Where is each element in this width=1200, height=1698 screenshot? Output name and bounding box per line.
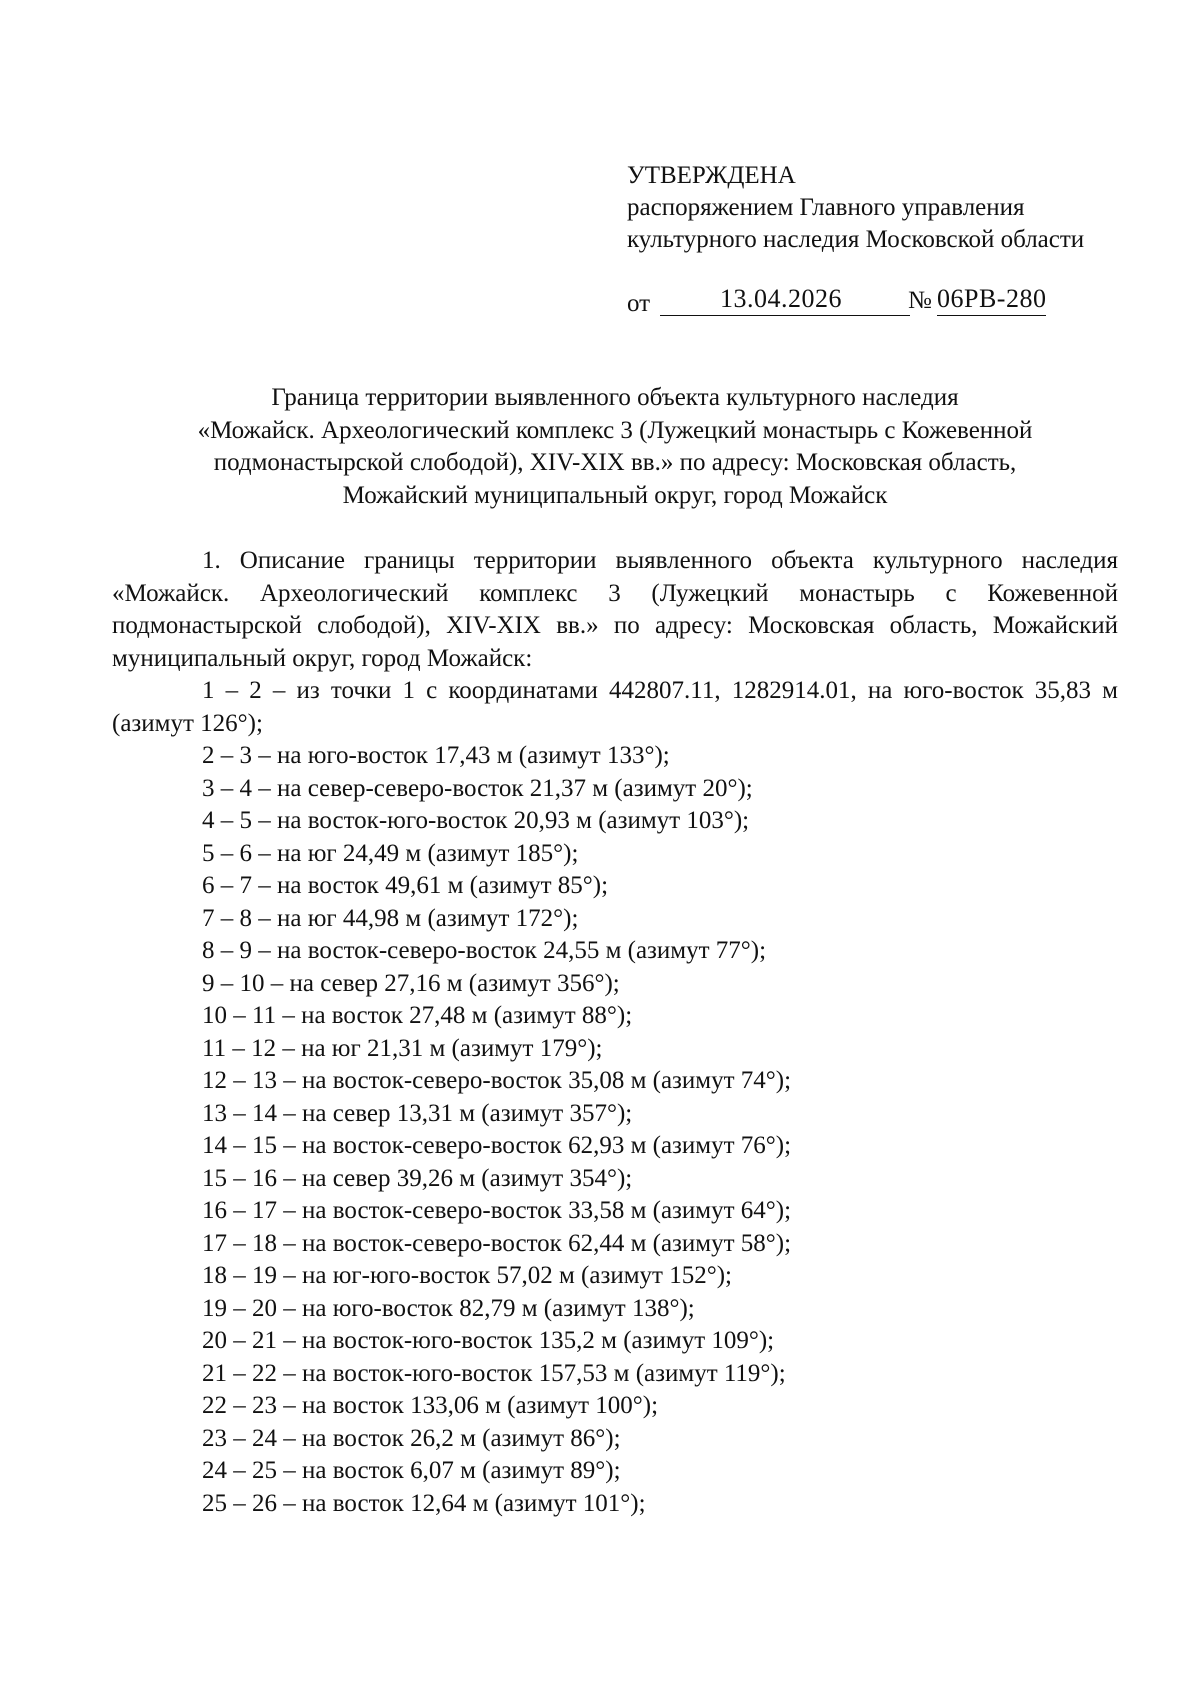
from-label: от (627, 290, 651, 317)
boundary-segment-first: 1 – 2 – из точки 1 с координатами 442807.11, 1282914.01, на юго-восток 35,83 м (азимут 126°); (112, 677, 1118, 737)
approval-block (627, 160, 1147, 256)
boundary-segment: 2 – 3 – на юго-восток 17,43 м (азимут 133°); (202, 742, 670, 769)
title-line-4: Можайский муниципальный округ, город Можайск (342, 481, 888, 509)
approval-line-2: культурного наследия Московской области (627, 226, 1085, 253)
boundary-segment: 8 – 9 – на восток-северо-восток 24,55 м (азимут 77°); (202, 937, 767, 964)
boundary-segment: 22 – 23 – на восток 133,06 м (азимут 100°); (202, 1392, 659, 1419)
boundary-segment: 7 – 8 – на юг 44,98 м (азимут 172°); (202, 904, 579, 932)
order-date-line (627, 284, 1087, 324)
boundary-segment: 15 – 16 – на север 39,26 м (азимут 354°); (202, 1164, 633, 1192)
approval-heading: УТВЕРЖДЕНА (627, 162, 796, 189)
boundary-segment: 18 – 19 – на юг-юго-восток 57,02 м (азимут 152°); (202, 1262, 732, 1289)
boundary-segment: 5 – 6 – на юг 24,49 м (азимут 185°); (202, 839, 579, 867)
boundary-segment: 19 – 20 – на юго-восток 82,79 м (азимут 138°); (202, 1294, 695, 1322)
boundary-segment: 24 – 25 – на восток 6,07 м (азимут 89°); (202, 1457, 621, 1484)
document-title (112, 382, 1118, 512)
title-line-3: подмонастырской слободой), XIV-XIX вв.» по адресу: Московская область, (213, 449, 1017, 476)
boundary-segment: 21 – 22 – на восток-юго-восток 157,53 м (азимут 119°); (202, 1359, 786, 1387)
boundary-segment: 17 – 18 – на восток-северо-восток 62,44 м (азимут 58°); (202, 1229, 792, 1257)
boundary-segment: 20 – 21 – на восток-юго-восток 135,2 м (азимут 109°); (202, 1327, 775, 1354)
title-line-2: «Можайск. Археологический комплекс 3 (Лужецкий монастырь с Кожевенной (197, 416, 1033, 444)
document-body (112, 545, 1118, 1520)
approval-line-1: распоряжением Главного управления (627, 194, 1025, 221)
boundary-segment: 11 – 12 – на юг 21,31 м (азимут 179°); (202, 1034, 603, 1062)
boundary-segment: 16 – 17 – на восток-северо-восток 33,58 м (азимут 64°); (202, 1197, 792, 1224)
boundary-segment: 14 – 15 – на восток-северо-восток 62,93 м (азимут 76°); (202, 1132, 792, 1159)
order-date: 13.04.2026 (720, 284, 842, 313)
boundary-segment-list (112, 740, 1118, 1520)
boundary-segment: 9 – 10 – на север 27,16 м (азимут 356°); (202, 969, 620, 997)
boundary-segment: 10 – 11 – на восток 27,48 м (азимут 88°); (202, 1002, 633, 1029)
section-1-text: 1. Описание границы территории выявленного объекта культурного наследия «Можайск. Археологический комплекс 3 (Лужецкий монастырь с Кожевенной подмонастырской слободой), XIV-XIX вв.» по адресу: Московская область, Можайский муниципальный округ, город Можайск: (112, 547, 1118, 672)
boundary-segment: 25 – 26 – на восток 12,64 м (азимут 101°); (202, 1489, 646, 1517)
date-field (660, 284, 910, 316)
boundary-segment: 13 – 14 – на север 13,31 м (азимут 357°); (202, 1099, 633, 1127)
boundary-segment: 4 – 5 – на восток-юго-восток 20,93 м (азимут 103°); (202, 807, 750, 834)
title-line-1: Граница территории выявленного объекта культурного наследия (271, 384, 959, 411)
boundary-segment: 12 – 13 – на восток-северо-восток 35,08 м (азимут 74°); (202, 1067, 792, 1094)
order-number: 06РВ-280 (937, 284, 1046, 316)
number-label: № (908, 287, 932, 314)
boundary-segment: 23 – 24 – на восток 26,2 м (азимут 86°); (202, 1424, 621, 1452)
boundary-segment: 6 – 7 – на восток 49,61 м (азимут 85°); (202, 872, 609, 899)
boundary-segment: 3 – 4 – на север-северо-восток 21,37 м (азимут 20°); (202, 774, 753, 802)
